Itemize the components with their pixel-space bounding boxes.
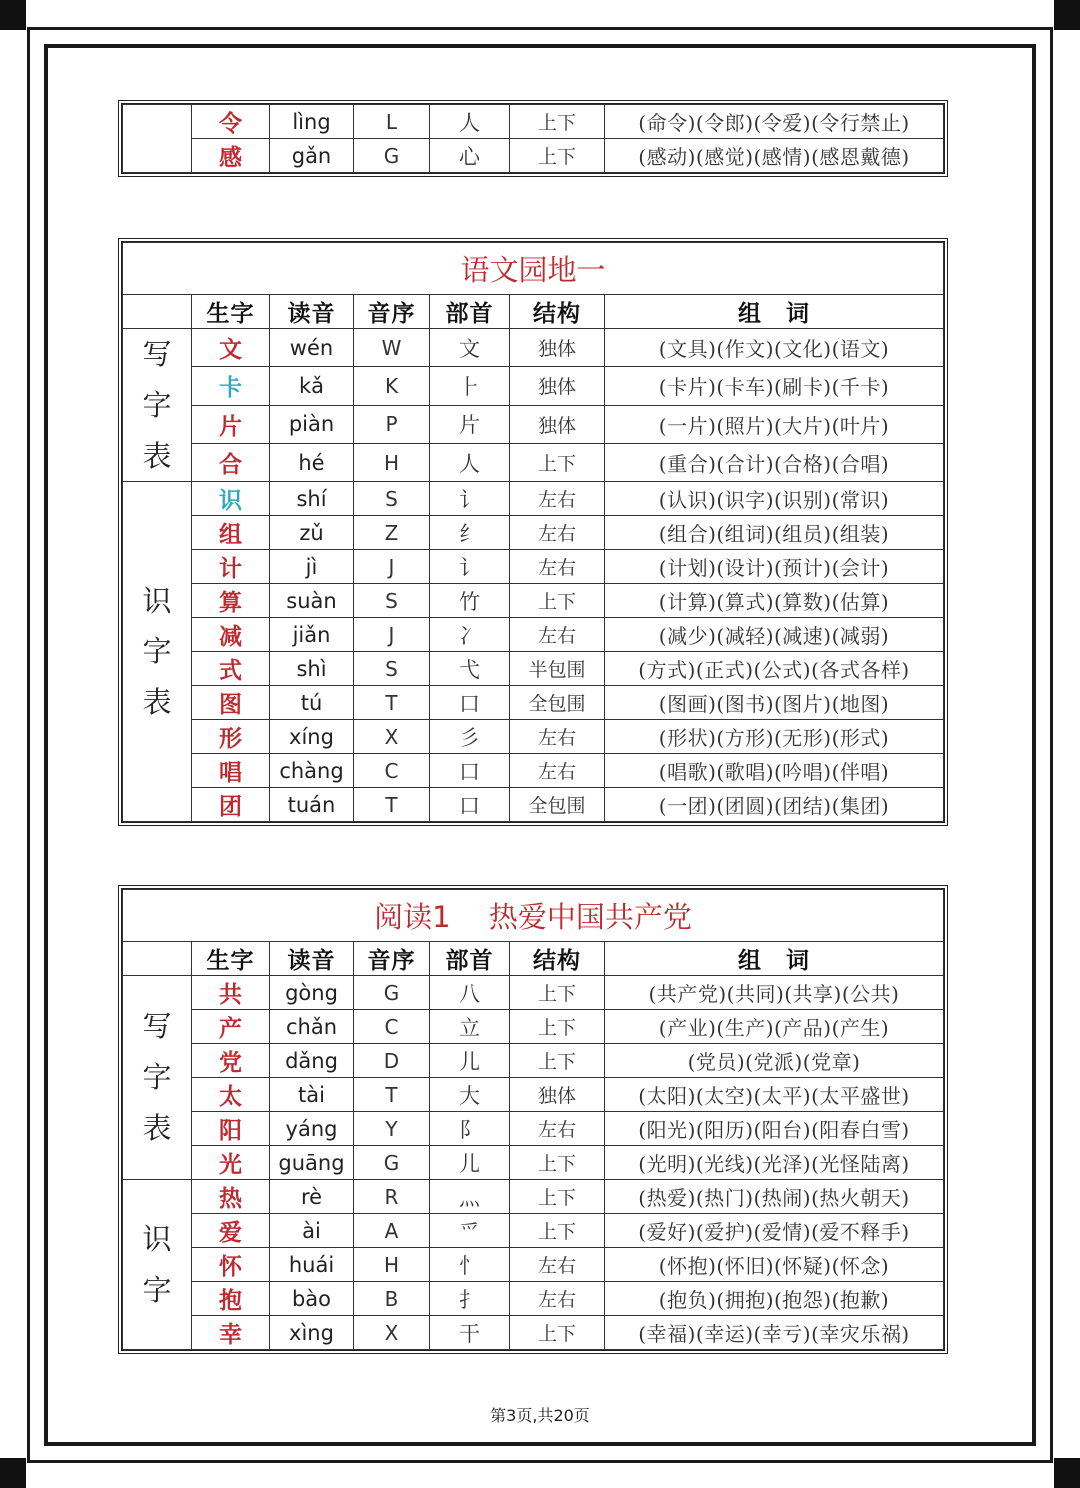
words-cell: (热爱)(热门)(热闹)(热火朝天) bbox=[605, 1180, 944, 1214]
radical-cell: 儿 bbox=[430, 1146, 510, 1180]
structure-cell: 上下 bbox=[510, 139, 605, 173]
char-cell: 合 bbox=[192, 443, 270, 481]
corner-mark-top-left bbox=[0, 0, 26, 30]
group-label-cell bbox=[123, 105, 192, 173]
index-cell: G bbox=[354, 976, 430, 1010]
words-cell: (计划)(设计)(预计)(会计) bbox=[605, 550, 944, 584]
group-label: 写 字 表 bbox=[123, 976, 192, 1180]
words-cell: (图画)(图书)(图片)(地图) bbox=[605, 686, 944, 720]
corner-mark-bottom-right bbox=[1054, 1458, 1080, 1488]
radical-cell: 干 bbox=[430, 1316, 510, 1350]
index-cell: R bbox=[354, 1180, 430, 1214]
structure-cell: 独体 bbox=[510, 405, 605, 443]
group-label: 识 字 bbox=[123, 1180, 192, 1350]
char-cell: 令 bbox=[192, 105, 270, 139]
table-row bbox=[123, 652, 944, 686]
pinyin-cell: jì bbox=[270, 550, 354, 584]
header-index: 音序 bbox=[354, 295, 430, 329]
char-cell: 算 bbox=[192, 584, 270, 618]
table-row bbox=[123, 1010, 944, 1044]
structure-cell: 全包围 bbox=[510, 788, 605, 822]
structure-cell: 独体 bbox=[510, 1078, 605, 1112]
pinyin-cell: lìng bbox=[270, 105, 354, 139]
header-blank-cell bbox=[123, 295, 192, 329]
table-row bbox=[123, 686, 944, 720]
radical-cell: 讠 bbox=[430, 550, 510, 584]
char-cell: 幸 bbox=[192, 1316, 270, 1350]
radical-cell: 爫 bbox=[430, 1214, 510, 1248]
char-cell: 形 bbox=[192, 720, 270, 754]
pinyin-cell: hé bbox=[270, 443, 354, 481]
table-row bbox=[123, 105, 944, 139]
index-cell: Z bbox=[354, 516, 430, 550]
structure-cell: 上下 bbox=[510, 443, 605, 481]
radical-cell: 立 bbox=[430, 1010, 510, 1044]
char-cell: 怀 bbox=[192, 1248, 270, 1282]
table-row bbox=[123, 482, 944, 516]
index-cell: A bbox=[354, 1214, 430, 1248]
char-cell: 感 bbox=[192, 139, 270, 173]
structure-cell: 上下 bbox=[510, 1316, 605, 1350]
words-cell: (太阳)(太空)(太平)(太平盛世) bbox=[605, 1078, 944, 1112]
pinyin-cell: ài bbox=[270, 1214, 354, 1248]
words-cell: (唱歌)(歌唱)(吟唱)(伴唱) bbox=[605, 754, 944, 788]
words-cell: (形状)(方形)(无形)(形式) bbox=[605, 720, 944, 754]
index-cell: G bbox=[354, 139, 430, 173]
radical-cell: 片 bbox=[430, 405, 510, 443]
index-cell: L bbox=[354, 105, 430, 139]
structure-cell: 全包围 bbox=[510, 686, 605, 720]
radical-cell: 八 bbox=[430, 976, 510, 1010]
pinyin-cell: suàn bbox=[270, 584, 354, 618]
index-cell: J bbox=[354, 550, 430, 584]
header-row bbox=[123, 942, 944, 976]
pinyin-cell: shí bbox=[270, 482, 354, 516]
char-cell: 党 bbox=[192, 1044, 270, 1078]
section-1-table bbox=[118, 238, 948, 826]
structure-cell: 左右 bbox=[510, 482, 605, 516]
header-structure: 结构 bbox=[510, 942, 605, 976]
index-cell: C bbox=[354, 1010, 430, 1044]
words-cell: (方式)(正式)(公式)(各式各样) bbox=[605, 652, 944, 686]
words-cell: (抱负)(拥抱)(抱怨)(抱歉) bbox=[605, 1282, 944, 1316]
char-cell: 产 bbox=[192, 1010, 270, 1044]
index-cell: S bbox=[354, 584, 430, 618]
structure-cell: 左右 bbox=[510, 1248, 605, 1282]
char-cell: 太 bbox=[192, 1078, 270, 1112]
table-row bbox=[123, 1078, 944, 1112]
char-cell: 热 bbox=[192, 1180, 270, 1214]
radical-cell: 冫 bbox=[430, 618, 510, 652]
index-cell: P bbox=[354, 405, 430, 443]
radical-cell: 扌 bbox=[430, 1282, 510, 1316]
radical-cell: 纟 bbox=[430, 516, 510, 550]
index-cell: J bbox=[354, 618, 430, 652]
words-cell: (幸福)(幸运)(幸亏)(幸灾乐祸) bbox=[605, 1316, 944, 1350]
char-cell: 抱 bbox=[192, 1282, 270, 1316]
table-row bbox=[123, 584, 944, 618]
pinyin-cell: jiǎn bbox=[270, 618, 354, 652]
words-cell: (阳光)(阳历)(阳台)(阳春白雪) bbox=[605, 1112, 944, 1146]
char-cell: 唱 bbox=[192, 754, 270, 788]
char-cell: 光 bbox=[192, 1146, 270, 1180]
radical-cell: 阝 bbox=[430, 1112, 510, 1146]
corner-mark-top-right bbox=[1054, 0, 1080, 30]
header-radical: 部首 bbox=[430, 942, 510, 976]
structure-cell: 上下 bbox=[510, 105, 605, 139]
pinyin-cell: zǔ bbox=[270, 516, 354, 550]
index-cell: K bbox=[354, 367, 430, 405]
words-cell: (共产党)(共同)(共享)(公共) bbox=[605, 976, 944, 1010]
pinyin-cell: yáng bbox=[270, 1112, 354, 1146]
pinyin-cell: piàn bbox=[270, 405, 354, 443]
radical-cell: ⺊ bbox=[430, 367, 510, 405]
pinyin-cell: tuán bbox=[270, 788, 354, 822]
table-row bbox=[123, 1248, 944, 1282]
structure-cell: 上下 bbox=[510, 584, 605, 618]
table-row bbox=[123, 1044, 944, 1078]
structure-cell: 左右 bbox=[510, 618, 605, 652]
pinyin-cell: bào bbox=[270, 1282, 354, 1316]
index-cell: T bbox=[354, 1078, 430, 1112]
structure-cell: 独体 bbox=[510, 329, 605, 367]
header-row bbox=[123, 295, 944, 329]
pinyin-cell: tài bbox=[270, 1078, 354, 1112]
table-row bbox=[123, 976, 944, 1010]
index-cell: G bbox=[354, 1146, 430, 1180]
table-row bbox=[123, 516, 944, 550]
structure-cell: 上下 bbox=[510, 1146, 605, 1180]
char-cell: 识 bbox=[192, 482, 270, 516]
table-row bbox=[123, 1282, 944, 1316]
header-words: 组 词 bbox=[605, 295, 944, 329]
index-cell: X bbox=[354, 720, 430, 754]
char-cell: 团 bbox=[192, 788, 270, 822]
words-cell: (减少)(减轻)(减速)(减弱) bbox=[605, 618, 944, 652]
structure-cell: 左右 bbox=[510, 754, 605, 788]
pinyin-cell: kǎ bbox=[270, 367, 354, 405]
words-cell: (一片)(照片)(大片)(叶片) bbox=[605, 405, 944, 443]
pinyin-cell: xìng bbox=[270, 1316, 354, 1350]
pinyin-cell: gǎn bbox=[270, 139, 354, 173]
pinyin-cell: wén bbox=[270, 329, 354, 367]
structure-cell: 半包围 bbox=[510, 652, 605, 686]
table-row bbox=[123, 1146, 944, 1180]
table-row bbox=[123, 329, 944, 367]
char-cell: 组 bbox=[192, 516, 270, 550]
words-cell: (计算)(算式)(算数)(估算) bbox=[605, 584, 944, 618]
section-title-row bbox=[123, 243, 944, 295]
index-cell: S bbox=[354, 652, 430, 686]
pinyin-cell: huái bbox=[270, 1248, 354, 1282]
radical-cell: 心 bbox=[430, 139, 510, 173]
pinyin-cell: dǎng bbox=[270, 1044, 354, 1078]
radical-cell: 讠 bbox=[430, 482, 510, 516]
section-title: 阅读1 热爱中国共产党 bbox=[123, 890, 944, 942]
radical-cell: 灬 bbox=[430, 1180, 510, 1214]
char-cell: 卡 bbox=[192, 367, 270, 405]
radical-cell: 彡 bbox=[430, 720, 510, 754]
radical-cell: 竹 bbox=[430, 584, 510, 618]
char-cell: 式 bbox=[192, 652, 270, 686]
section-2-table bbox=[118, 885, 948, 1354]
char-cell: 共 bbox=[192, 976, 270, 1010]
words-cell: (命令)(令郎)(令爱)(令行禁止) bbox=[605, 105, 944, 139]
words-cell: (认识)(识字)(识别)(常识) bbox=[605, 482, 944, 516]
char-cell: 图 bbox=[192, 686, 270, 720]
radical-cell: 弋 bbox=[430, 652, 510, 686]
structure-cell: 左右 bbox=[510, 1112, 605, 1146]
radical-cell: 口 bbox=[430, 788, 510, 822]
index-cell: H bbox=[354, 1248, 430, 1282]
header-pinyin: 读音 bbox=[270, 295, 354, 329]
words-cell: (光明)(光线)(光泽)(光怪陆离) bbox=[605, 1146, 944, 1180]
pinyin-cell: guāng bbox=[270, 1146, 354, 1180]
char-cell: 片 bbox=[192, 405, 270, 443]
pinyin-cell: chàng bbox=[270, 754, 354, 788]
header-structure: 结构 bbox=[510, 295, 605, 329]
table-row bbox=[123, 367, 944, 405]
words-cell: (党员)(党派)(党章) bbox=[605, 1044, 944, 1078]
index-cell: S bbox=[354, 482, 430, 516]
char-cell: 文 bbox=[192, 329, 270, 367]
index-cell: C bbox=[354, 754, 430, 788]
header-char: 生字 bbox=[192, 942, 270, 976]
words-cell: (怀抱)(怀旧)(怀疑)(怀念) bbox=[605, 1248, 944, 1282]
top-table bbox=[118, 100, 948, 177]
char-cell: 减 bbox=[192, 618, 270, 652]
pinyin-cell: tú bbox=[270, 686, 354, 720]
words-cell: (一团)(团圆)(团结)(集团) bbox=[605, 788, 944, 822]
corner-mark-bottom-left bbox=[0, 1458, 26, 1488]
index-cell: H bbox=[354, 443, 430, 481]
index-cell: T bbox=[354, 686, 430, 720]
index-cell: X bbox=[354, 1316, 430, 1350]
words-cell: (组合)(组词)(组员)(组装) bbox=[605, 516, 944, 550]
char-cell: 计 bbox=[192, 550, 270, 584]
words-cell: (重合)(合计)(合格)(合唱) bbox=[605, 443, 944, 481]
index-cell: W bbox=[354, 329, 430, 367]
table-row bbox=[123, 754, 944, 788]
structure-cell: 左右 bbox=[510, 1282, 605, 1316]
words-cell: (卡片)(卡车)(刷卡)(千卡) bbox=[605, 367, 944, 405]
header-pinyin: 读音 bbox=[270, 942, 354, 976]
header-words: 组 词 bbox=[605, 942, 944, 976]
table-row bbox=[123, 550, 944, 584]
table-row bbox=[123, 618, 944, 652]
structure-cell: 左右 bbox=[510, 550, 605, 584]
header-blank-cell bbox=[123, 942, 192, 976]
page-number: 第3页,共20页 bbox=[490, 1406, 590, 1425]
table-row bbox=[123, 405, 944, 443]
pinyin-cell: xíng bbox=[270, 720, 354, 754]
words-cell: (产业)(生产)(产品)(产生) bbox=[605, 1010, 944, 1044]
table-row bbox=[123, 1180, 944, 1214]
structure-cell: 上下 bbox=[510, 1214, 605, 1248]
table-row bbox=[123, 1112, 944, 1146]
header-char: 生字 bbox=[192, 295, 270, 329]
pinyin-cell: shì bbox=[270, 652, 354, 686]
char-cell: 爱 bbox=[192, 1214, 270, 1248]
radical-cell: 口 bbox=[430, 686, 510, 720]
group-label: 写 字 表 bbox=[123, 329, 192, 482]
char-cell: 阳 bbox=[192, 1112, 270, 1146]
structure-cell: 独体 bbox=[510, 367, 605, 405]
index-cell: T bbox=[354, 788, 430, 822]
index-cell: Y bbox=[354, 1112, 430, 1146]
structure-cell: 左右 bbox=[510, 516, 605, 550]
index-cell: D bbox=[354, 1044, 430, 1078]
structure-cell: 左右 bbox=[510, 720, 605, 754]
table-row bbox=[123, 1214, 944, 1248]
index-cell: B bbox=[354, 1282, 430, 1316]
pinyin-cell: chǎn bbox=[270, 1010, 354, 1044]
structure-cell: 上下 bbox=[510, 1044, 605, 1078]
structure-cell: 上下 bbox=[510, 976, 605, 1010]
section-title: 语文园地一 bbox=[123, 243, 944, 295]
table-row bbox=[123, 139, 944, 173]
radical-cell: 人 bbox=[430, 105, 510, 139]
radical-cell: 忄 bbox=[430, 1248, 510, 1282]
table-row bbox=[123, 1316, 944, 1350]
radical-cell: 儿 bbox=[430, 1044, 510, 1078]
pinyin-cell: gòng bbox=[270, 976, 354, 1010]
table-row bbox=[123, 443, 944, 481]
radical-cell: 大 bbox=[430, 1078, 510, 1112]
pinyin-cell: rè bbox=[270, 1180, 354, 1214]
structure-cell: 上下 bbox=[510, 1010, 605, 1044]
table-row bbox=[123, 788, 944, 822]
group-label: 识 字 表 bbox=[123, 482, 192, 822]
radical-cell: 口 bbox=[430, 754, 510, 788]
words-cell: (文具)(作文)(文化)(语文) bbox=[605, 329, 944, 367]
header-radical: 部首 bbox=[430, 295, 510, 329]
table-row bbox=[123, 720, 944, 754]
radical-cell: 人 bbox=[430, 443, 510, 481]
structure-cell: 上下 bbox=[510, 1180, 605, 1214]
header-index: 音序 bbox=[354, 942, 430, 976]
section-title-row bbox=[123, 890, 944, 942]
words-cell: (爱好)(爱护)(爱情)(爱不释手) bbox=[605, 1214, 944, 1248]
words-cell: (感动)(感觉)(感情)(感恩戴德) bbox=[605, 139, 944, 173]
radical-cell: 文 bbox=[430, 329, 510, 367]
